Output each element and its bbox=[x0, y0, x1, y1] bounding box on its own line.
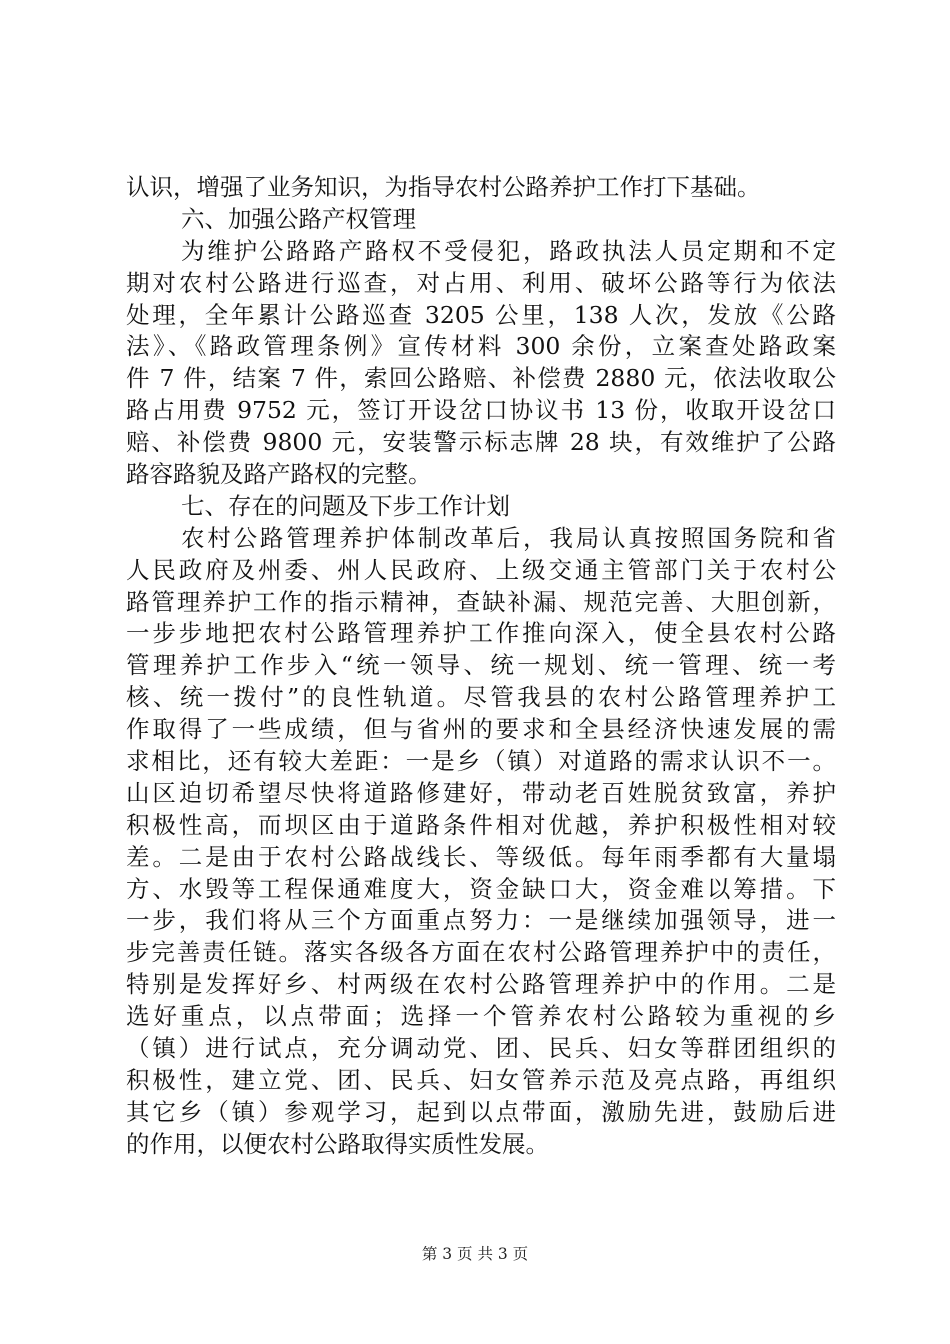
text-line: 一步，我们将从三个方面重点努力：一是继续加强领导，进一 bbox=[126, 906, 836, 935]
text-line: （镇）进行试点，充分调动党、团、民兵、妇女等群团组织的 bbox=[126, 1034, 836, 1063]
text-line: 路容路貌及路产路权的完整。 bbox=[126, 460, 432, 489]
text-line: 一步步地把农村公路管理养护工作推向深入，使全县农村公路 bbox=[126, 619, 836, 648]
text-line: 选好重点，以点带面；选择一个管养农村公路较为重视的乡 bbox=[126, 1002, 836, 1031]
text-line: 积极性高，而坝区由于道路条件相对优越，养护积极性相对较 bbox=[126, 810, 836, 839]
text-line: 认识，增强了业务知识，为指导农村公路养护工作打下基础。 bbox=[126, 173, 761, 201]
text-line: 积极性，建立党、团、民兵、妇女管养示范及亮点路，再组织 bbox=[126, 1065, 836, 1094]
text-line: 管理养护工作步入“统一领导、统一规划、统一管理、统一考 bbox=[126, 651, 836, 680]
page-number-label: 第 3 页 共 3 页 bbox=[421, 1245, 529, 1263]
text-line: 山区迫切希望尽快将道路修建好，带动老百姓脱贫致富，养护 bbox=[126, 778, 836, 807]
text-line: 为维护公路路产路权不受侵犯，路政执法人员定期和不定 bbox=[181, 236, 836, 265]
text-line: 求相比，还有较大差距：一是乡（镇）对道路的需求认识不一。 bbox=[126, 747, 836, 776]
text-line: 的作用，以便农村公路取得实质性发展。 bbox=[126, 1129, 549, 1158]
text-line: 法》、《路政管理条例》宣传材料 300 余份，立案查处路政案 bbox=[126, 332, 836, 361]
text-line: 六、加强公路产权管理 bbox=[181, 204, 416, 233]
text-line: 路占用费 9752 元，签订开设岔口协议书 13 份，收取开设岔口 bbox=[126, 396, 836, 425]
text-line: 差。二是由于农村公路战线长、等级低。每年雨季都有大量塌 bbox=[126, 842, 836, 871]
text-line: 农村公路管理养护体制改革后，我局认真按照国务院和省 bbox=[181, 523, 836, 552]
text-line: 特别是发挥好乡、村两级在农村公路管理养护中的作用。二是 bbox=[126, 970, 836, 999]
text-line: 期对农村公路进行巡查，对占用、利用、破坏公路等行为依法 bbox=[126, 268, 836, 297]
text-line: 步完善责任链。落实各级各方面在农村公路管理养护中的责任， bbox=[126, 938, 836, 967]
document-body bbox=[126, 172, 836, 1161]
text-line: 件 7 件，结案 7 件，索回公路赔、补偿费 2880 元，依法收取公 bbox=[126, 364, 836, 393]
text-line: 赔、补偿费 9800 元，安装警示标志牌 28 块，有效维护了公路 bbox=[126, 428, 836, 457]
page-footer bbox=[0, 1244, 950, 1264]
text-line: 作取得了一些成绩，但与省州的要求和全县经济快速发展的需 bbox=[126, 715, 836, 744]
text-line: 人民政府及州委、州人民政府、上级交通主管部门关于农村公 bbox=[126, 555, 836, 584]
text-line: 核、统一拨付”的良性轨道。尽管我县的农村公路管理养护工 bbox=[126, 683, 836, 712]
text-line: 七、存在的问题及下步工作计划 bbox=[181, 491, 510, 520]
text-line: 处理，全年累计公路巡查 3205 公里，138 人次，发放《公路 bbox=[126, 300, 836, 329]
text-line: 路管理养护工作的指示精神，查缺补漏、规范完善、大胆创新， bbox=[126, 587, 836, 616]
text-line: 方、水毁等工程保通难度大，资金缺口大，资金难以筹措。下 bbox=[126, 874, 836, 903]
text-line: 其它乡（镇）参观学习，起到以点带面，激励先进，鼓励后进 bbox=[126, 1097, 836, 1126]
